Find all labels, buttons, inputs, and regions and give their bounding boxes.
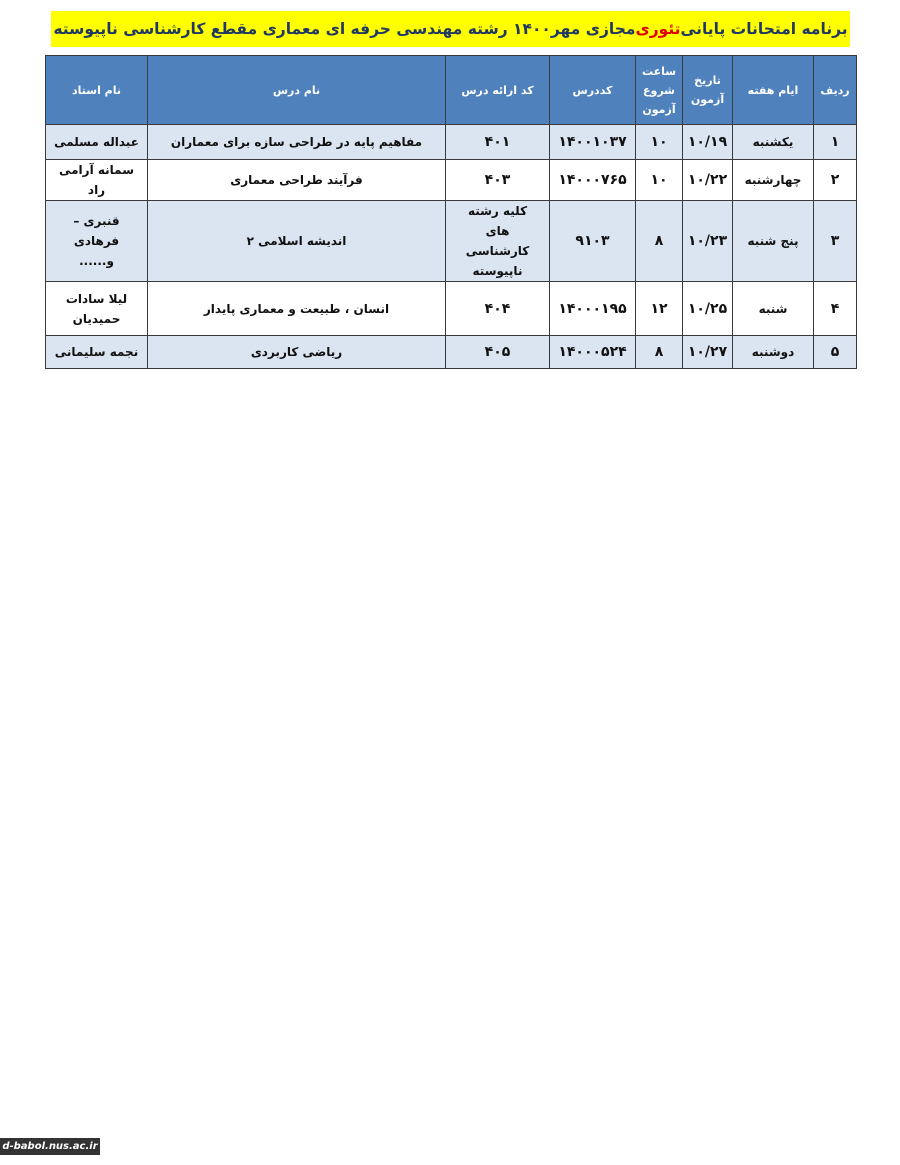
title-part-1: برنامه امتحانات پایانی [680,20,848,38]
start-time-cell: ۱۲ [636,282,683,336]
title-part-2: مجازی مهر۱۴۰۰ رشته مهندسی حرفه ای معماری مقطع کارشناسی ناپیوسته [53,20,636,38]
course-name-cell: ریاضی کاربردی [148,336,446,369]
exam-schedule-table [45,55,857,369]
instructor-cell: سمانه آرامی راد [46,160,148,201]
day-cell: شنبه [733,282,814,336]
date-cell: ۱۰/۲۷ [683,336,733,369]
instructor-cell: قنبری – فرهادی و...... [46,201,148,282]
date-cell: ۱۰/۲۲ [683,160,733,201]
site-watermark: d-babol.nus.ac.ir [0,1138,100,1155]
course-name-cell: فرآیند طراحی معماری [148,160,446,201]
date-cell: ۱۰/۱۹ [683,125,733,160]
course-code-cell: ۱۴۰۰۰۵۲۴ [550,336,636,369]
table-row [46,125,857,160]
table-row [46,201,857,282]
row-number: ۳ [814,201,857,282]
course-name-cell: انسان ، طبیعت و معماری پایدار [148,282,446,336]
header-exam-date: تاریخ آزمون [683,56,733,125]
page-title [51,11,850,47]
row-number: ۲ [814,160,857,201]
course-code-cell: ۹۱۰۳ [550,201,636,282]
table-header-row [46,56,857,125]
day-cell: چهارشنبه [733,160,814,201]
day-cell: یکشنبه [733,125,814,160]
header-course-code: کددرس [550,56,636,125]
day-cell: پنج شنبه [733,201,814,282]
start-time-cell: ۱۰ [636,160,683,201]
row-number: ۱ [814,125,857,160]
table-row [46,282,857,336]
course-name-cell: مفاهیم پایه در طراحی سازه برای معماران [148,125,446,160]
table-row [46,160,857,201]
offer-code-cell: ۴۰۴ [446,282,550,336]
offer-code-cell: ۴۰۵ [446,336,550,369]
title-highlight: تئوری [635,20,681,38]
date-cell: ۱۰/۲۳ [683,201,733,282]
offer-code-cell: ۴۰۱ [446,125,550,160]
day-cell: دوشنبه [733,336,814,369]
row-number: ۴ [814,282,857,336]
course-name-cell: اندیشه اسلامی ۲ [148,201,446,282]
header-course-name: نام درس [148,56,446,125]
offer-code-cell: کلیه رشته های کارشناسی ناپیوسته [446,201,550,282]
row-number: ۵ [814,336,857,369]
header-day: ایام هفته [733,56,814,125]
instructor-cell: عبداله مسلمی [46,125,148,160]
header-instructor: نام استاد [46,56,148,125]
date-cell: ۱۰/۲۵ [683,282,733,336]
instructor-cell: نجمه سلیمانی [46,336,148,369]
start-time-cell: ۱۰ [636,125,683,160]
start-time-cell: ۸ [636,336,683,369]
start-time-cell: ۸ [636,201,683,282]
instructor-cell: لیلا سادات حمیدیان [46,282,148,336]
offer-code-cell: ۴۰۳ [446,160,550,201]
course-code-cell: ۱۴۰۰۱۰۳۷ [550,125,636,160]
course-code-cell: ۱۴۰۰۰۱۹۵ [550,282,636,336]
course-code-cell: ۱۴۰۰۰۷۶۵ [550,160,636,201]
header-offer-code: کد ارائه درس [446,56,550,125]
header-row-number: ردیف [814,56,857,125]
table-row [46,336,857,369]
header-start-time: ساعت شروع آزمون [636,56,683,125]
